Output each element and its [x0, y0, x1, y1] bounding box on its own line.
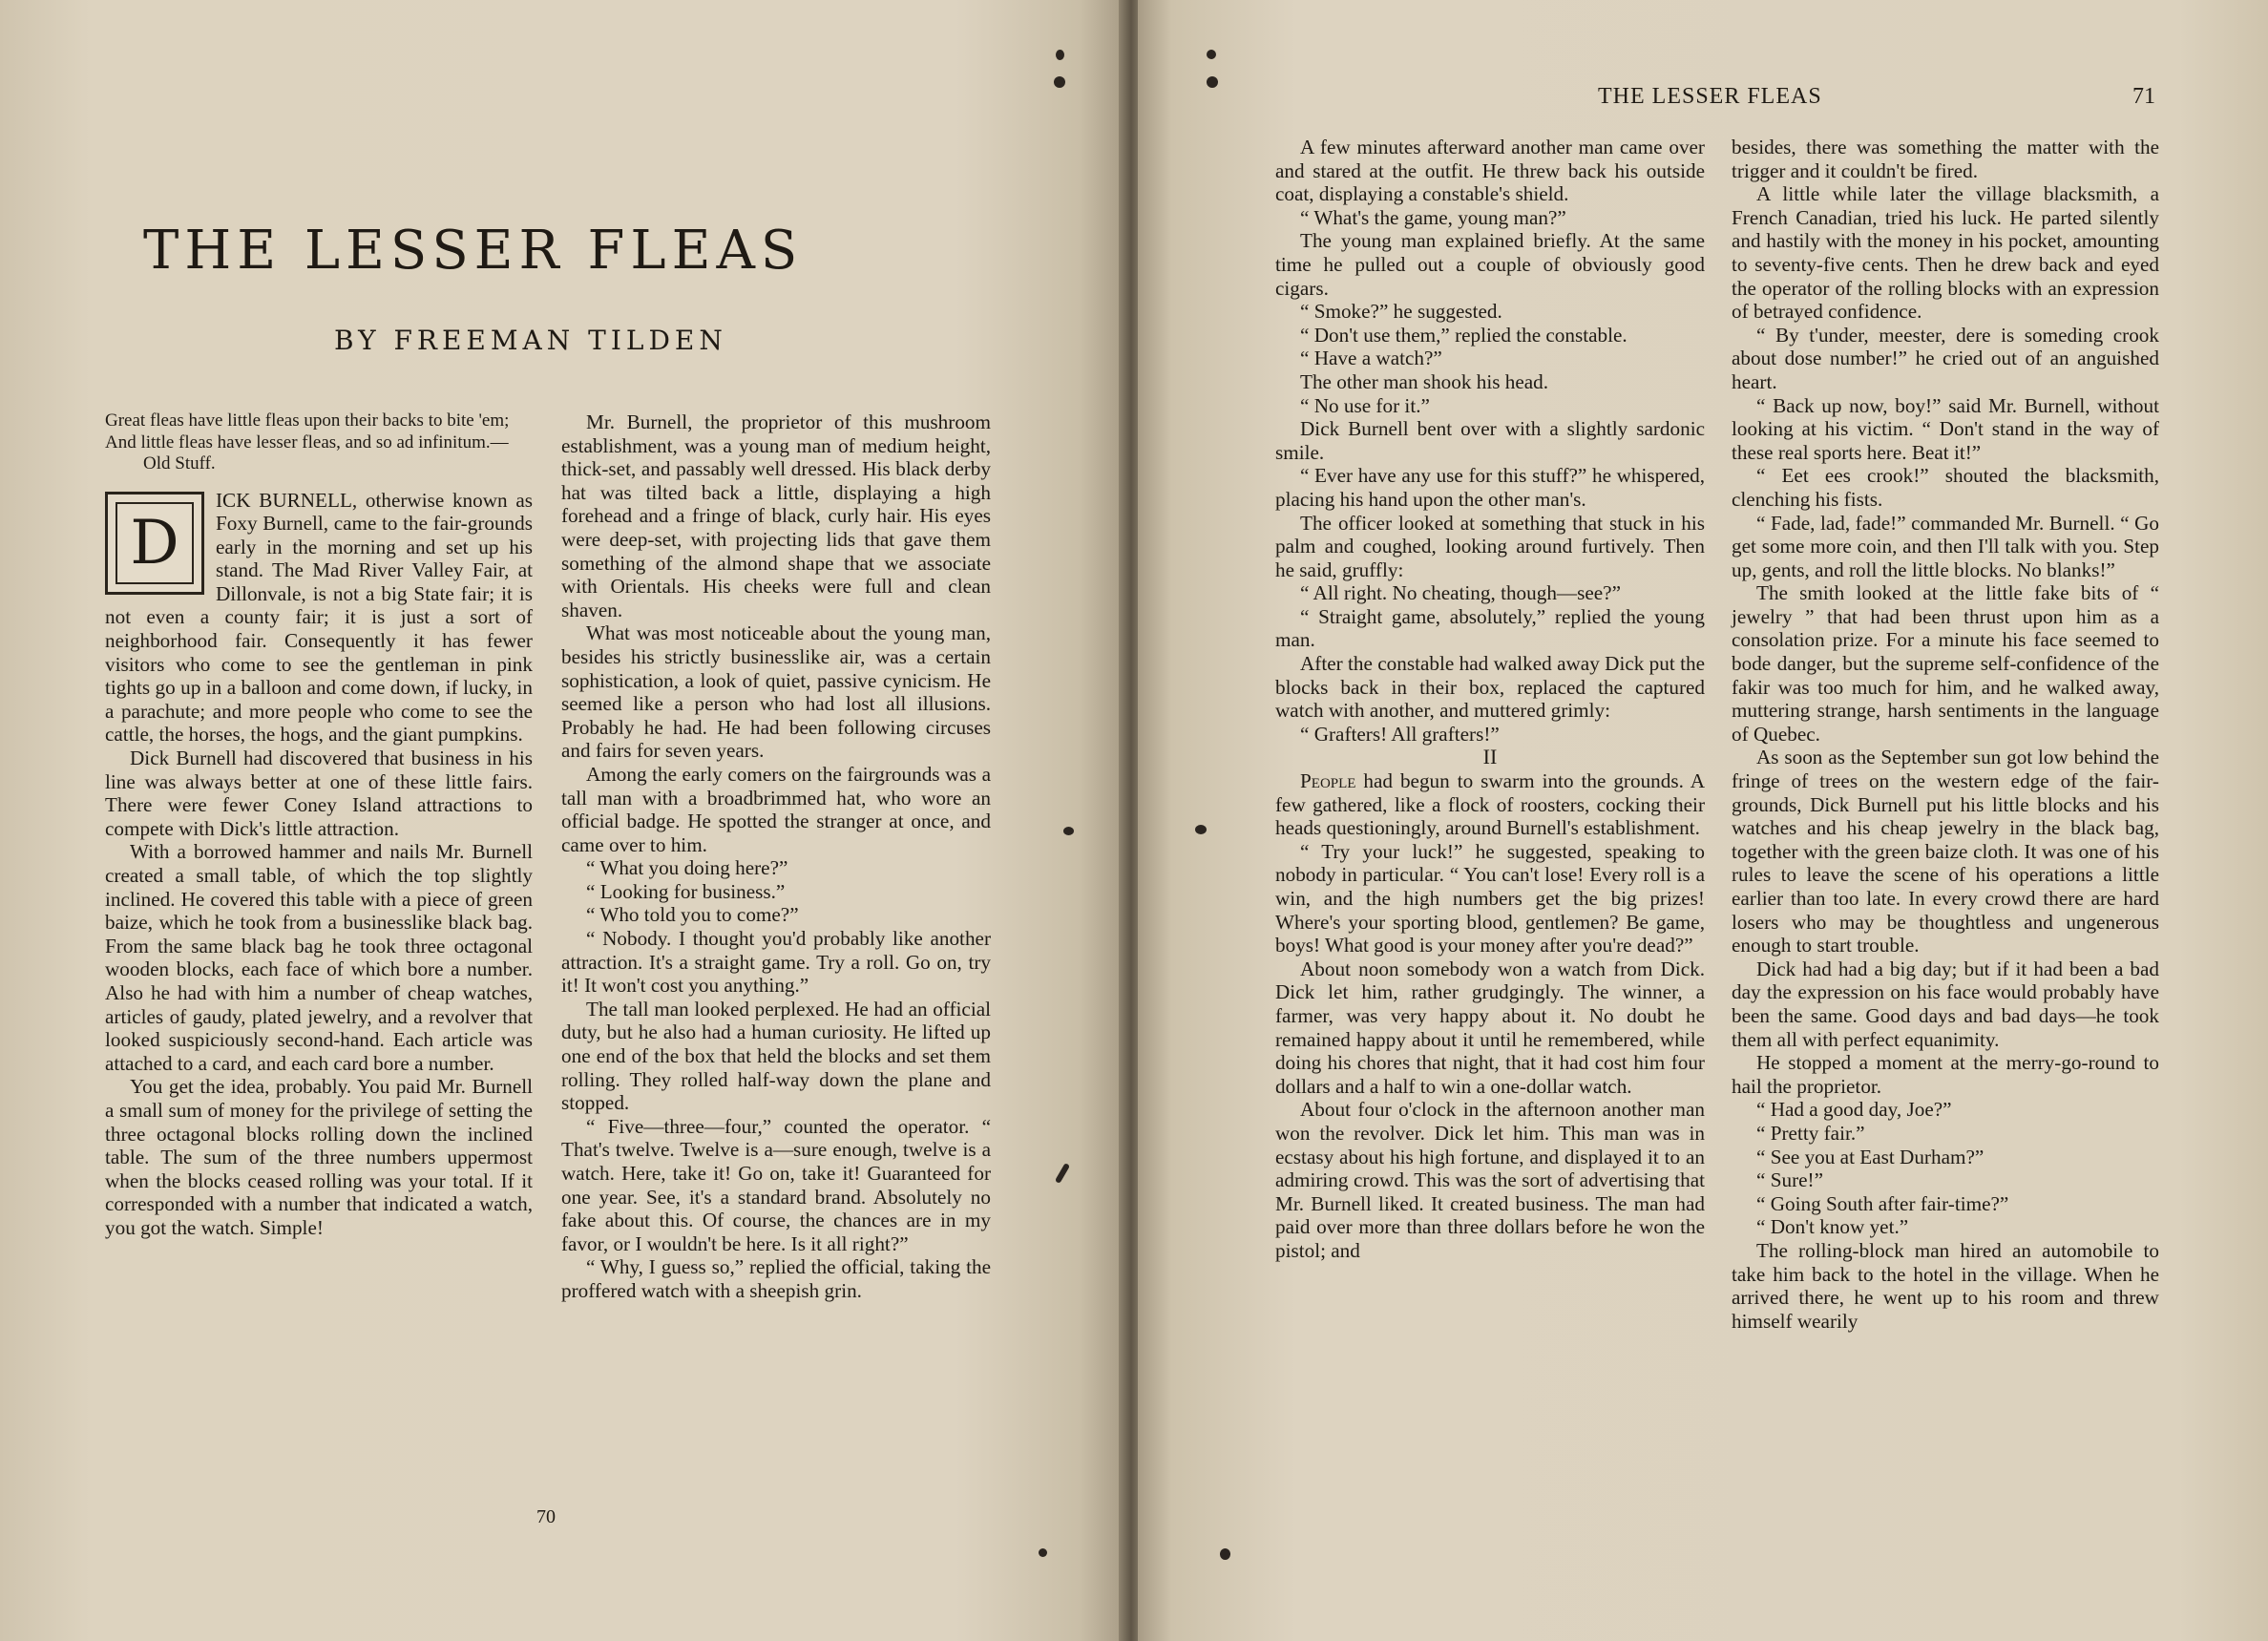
paragraph: Mr. Burnell, the proprietor of this mushroom establishment, was a young man of medium height, thick-set, and passably well dressed. His black derby hat was tilted back a little, displaying a high forehead and a fringe of black, curly hair. His eyes were deep-set, with projecting lids that gave them something of the almond shape that we associate with Orientals. His cheeks were full and clean shaven.: [561, 410, 991, 621]
paragraph: With a borrowed hammer and nails Mr. Burnell created a small table, of which the top slightly inclined. He covered this table with a piece of green baize, which he took from a businesslike black bag. From the same black bag he took three octagonal wooden blocks, each face of which bore a number. Also he had with him a number of cheap watches, articles of gaudy, plated jewelry, and a revolver that looked suspiciously second-hand. Each article was attached to a card, and each card bore a number.: [105, 840, 533, 1075]
dialogue-line: “ See you at East Durham?”: [1756, 1145, 1984, 1168]
paragraph: ICK BURNELL, otherwise known as Foxy Burnell, came to the fair-grounds early in the morning and set up his stand. The Mad River Valley Fair, at Dillonvale, is not a big State fair; it is not even a county fair; it is just a sort of neighborhood fair. Consequently it has fewer visitors who come to see the gentleman in pink tights go up in a balloon and come down, if lucky, in a parachute; and more people who come to see the cattle, the horses, the hogs, and the giant pumpkins.: [105, 488, 533, 747]
ink-speck: [1195, 825, 1207, 834]
epigraph: [105, 410, 533, 475]
paragraph: Dick Burnell bent over with a slightly sardonic smile.: [1275, 417, 1705, 464]
dialogue-line: “ Sure!”: [1756, 1168, 1823, 1192]
paragraph: Dick had had a big day; but if it had been a bad day the expression on his face would probably have been the same. Good days and bad days—he took them all with perfect equanimity.: [1732, 957, 2159, 1051]
dialogue-line: “ All right. No cheating, though—see?”: [1300, 581, 1621, 605]
dialogue-line: “ Why, I guess so,” replied the official, taking the proffered watch with a sheepish grin.: [561, 1255, 991, 1302]
paragraph: The officer looked at something that stuck in his palm and coughed, looking around furtively. Then he said, gruffly:: [1275, 511, 1705, 581]
epigraph-line: And little fleas have lesser fleas, and so ad infinitum.—Old Stuff.: [105, 431, 509, 473]
paragraph: The smith looked at the little fake bits of “ jewelry ” that had been thrust upon him as a consolation prize. For a minute his face seemed to bode danger, but the supreme self-confidence of the fakir was too much for him, and he walked away, muttering strange, harsh sentiments in the language of Quebec.: [1732, 581, 2159, 746]
left-column-1: [105, 410, 533, 1240]
paragraph: Dick Burnell had discovered that business in his line was always better at one of these little fairs. There were fewer Coney Island attractions to compete with Dick's little attraction.: [105, 747, 533, 840]
ink-speck: [1055, 1163, 1070, 1184]
page-number: 71: [2132, 84, 2155, 109]
dialogue-line: “ Don't use them,” replied the constable.: [1300, 323, 1628, 347]
left-page: [0, 0, 1124, 1641]
paragraph: About four o'clock in the afternoon another man won the revolver. Dick let him. This man was in ecstasy about his high fortune, and displayed it to an admiring crowd. This was the sort of advertising that Mr. Burnell liked. It created business. The man had paid over more than three dollars before he won the pistol; and: [1275, 1098, 1705, 1262]
paragraph: After the constable had walked away Dick put the blocks back in their box, replaced the captured watch with another, and muttered grimly:: [1275, 652, 1705, 723]
left-column-2: [561, 410, 991, 1303]
right-column-2: [1732, 136, 2159, 1333]
dialogue-line: “ Smoke?” he suggested.: [1300, 300, 1502, 324]
ink-speck: [1063, 827, 1074, 835]
paragraph: Among the early comers on the fairgrounds was a tall man with a broadbrimmed hat, who wore an official badge. He spotted the stranger at once, and came over to him.: [561, 762, 991, 856]
dialogue-line: “ Who told you to come?”: [586, 903, 799, 927]
paragraph: As soon as the September sun got low behind the fringe of trees on the western edge of the fair-grounds, Dick Burnell put his little blocks and his watches and his cheap jewelry in the black bag, together with the green baize cloth. It was one of his rules to leave the scene of his operations a little earlier than too late. In every crowd there are hard losers who may be thoughtless and ungenerous enough to start trouble.: [1732, 746, 2159, 957]
dialogue-line: “ Try your luck!” he suggested, speaking to nobody in particular. “ You can't lose! Every roll is a win, and the high numbers get the big prizes! Where's your sporting blood, gentlemen? Be game, boys! What good is your money after you're dead?”: [1275, 839, 1705, 957]
dialogue-line: “ Eet ees crook!” shouted the blacksmith, clenching his fists.: [1732, 464, 2159, 511]
dialogue-line: “ Straight game, absolutely,” replied the young man.: [1275, 604, 1705, 652]
story-title: THE LESSER FLEAS: [143, 220, 804, 282]
dialogue-line: “ Looking for business.”: [586, 879, 786, 903]
dialogue-line: “ Have a watch?”: [1300, 347, 1442, 370]
ink-speck: [1039, 1548, 1047, 1557]
paragraph: The tall man looked perplexed. He had an official duty, but he also had a human curiosity. He lifted up one end of the box that held the blocks and set them rolling. They rolled half-way down the plane and stopped.: [561, 997, 991, 1115]
dialogue-line: “ What's the game, young man?”: [1300, 205, 1566, 229]
paragraph: What was most noticeable about the young man, besides his strictly businesslike air, was a certain sophistication, a look of quiet, passive cynicism. He seemed like a person who had lost all illusions. Probably he had. He had been following circuses and fairs for seven years.: [561, 621, 991, 763]
ink-speck: [1207, 76, 1218, 88]
section-numeral: II: [1482, 745, 1498, 769]
dialogue-line: “ Nobody. I thought you'd probably like another attraction. It's a straight game. Try a roll. Go on, try it! It won't cost you anything.”: [561, 927, 991, 998]
section-opening-paragraph: [1275, 769, 1705, 840]
byline: BY FREEMAN TILDEN: [334, 325, 727, 356]
ink-speck: [1220, 1548, 1230, 1560]
paragraph: A few minutes afterward another man came over and stared at the outfit. He threw back his outside coat, displaying a constable's shield.: [1275, 136, 1705, 206]
right-column-1: [1275, 136, 1705, 1263]
dialogue-line: “ Grafters! All grafters!”: [1300, 722, 1500, 746]
drop-cap-ornament: [105, 492, 204, 595]
section-lead-text: had begun to swarm into the grounds. A few gathered, like a flock of roosters, cocking their heads questioningly, around Burnell's establishment.: [1275, 769, 1705, 840]
dialogue-line: “ Don't know yet.”: [1756, 1215, 1909, 1239]
ink-speck: [1207, 50, 1216, 59]
paragraph: The rolling-block man hired an automobile to take him back to the hotel in the village. When he arrived there, he went up to his room and threw himself wearily: [1732, 1238, 2159, 1333]
dialogue-line: “ What you doing here?”: [586, 856, 788, 880]
running-head: THE LESSER FLEAS: [1598, 84, 1822, 109]
paragraph: A little while later the village blacksmith, a French Canadian, tried his luck. He parted silently and hastily with the money in his pocket, amounting to seventy-five cents. Then he drew back and eyed the operator of the rolling blocks with an expression of betrayed confidence.: [1732, 182, 2159, 324]
dialogue-line: “ Had a good day, Joe?”: [1756, 1098, 1952, 1122]
dialogue-line: “ Back up now, boy!” said Mr. Burnell, without looking at his victim. “ Don't stand in the way of these real sports here. Beat it!”: [1732, 393, 2159, 464]
dialogue-line: “ Five—three—four,” counted the operator. “ That's twelve. Twelve is a—sure enough, twelve is a watch. Here, take it! Go on, take it! Guaranteed for one year. See, it's a standard brand. Absolutely no fake about this. Of course, the chances are in my favor, or I wouldn't be here. Is it all right?”: [561, 1114, 991, 1255]
dialogue-line: “ Ever have any use for this stuff?” he whispered, placing his hand upon the other man's.: [1275, 464, 1705, 511]
dialogue-line: “ Going South after fair-time?”: [1756, 1191, 2009, 1215]
paragraph: You get the idea, probably. You paid Mr. Burnell a small sum of money for the privilege of setting the three octagonal blocks rolling down the inclined table. The sum of the three numbers uppermost when the blocks ceased rolling was your total. If it corresponded with a number that indicated a watch, you got the watch. Simple!: [105, 1075, 533, 1239]
dialogue-line: “ By t'under, meester, dere is someding crook about dose number!” he cried out of an anguished heart.: [1732, 323, 2159, 393]
paragraph: The other man shook his head.: [1300, 369, 1549, 393]
ink-speck: [1054, 76, 1065, 88]
page-number: 70: [536, 1506, 556, 1527]
ink-speck: [1056, 50, 1064, 60]
dialogue-line: “ No use for it.”: [1300, 393, 1430, 417]
paragraph: The young man explained briefly. At the same time he pulled out a couple of obviously good cigars.: [1275, 229, 1705, 300]
paragraph: He stopped a moment at the merry-go-round to hail the proprietor.: [1732, 1051, 2159, 1098]
dialogue-line: “ Fade, lad, fade!” commanded Mr. Burnell. “ Go get some more coin, and then I'll talk with you. Step up, gents, and roll the little blocks. No blanks!”: [1732, 511, 2159, 581]
epigraph-line: Great fleas have little fleas upon their backs to bite 'em;: [105, 410, 510, 431]
section-lead-word: People: [1300, 769, 1356, 793]
paragraph: besides, there was something the matter with the trigger and it couldn't be fired.: [1732, 136, 2159, 182]
paragraph: About noon somebody won a watch from Dick. Dick let him, rather grudgingly. The winner, a farmer, was very happy about it. No doubt he remained happy about it until he remembered, while doing his chores that night, that it had cost him four dollars and a half to win a one-dollar watch.: [1275, 957, 1705, 1098]
drop-cap-letter: D: [116, 502, 194, 584]
dialogue-line: “ Pretty fair.”: [1756, 1121, 1865, 1145]
